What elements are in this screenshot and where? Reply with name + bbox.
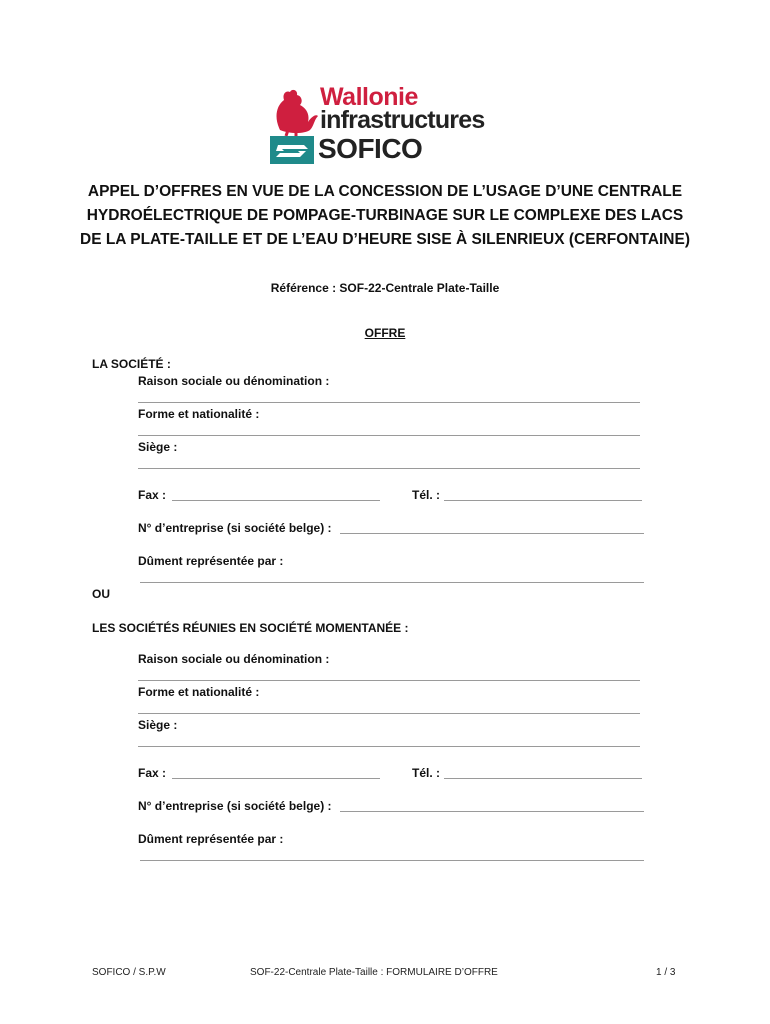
section1-represente-label: Dûment représentée par : <box>138 554 284 568</box>
offre-heading: OFFRE <box>364 326 406 340</box>
rooster-icon <box>270 86 322 136</box>
sofico-s-icon <box>270 136 314 164</box>
logo-wallonie: Wallonie <box>320 83 418 111</box>
section2-represente-label: Dûment représentée par : <box>138 832 284 846</box>
section2-represente-field[interactable] <box>140 860 644 861</box>
footer-left: SOFICO / S.P.W <box>92 967 166 978</box>
page-number: 1 / 3 <box>656 967 676 978</box>
title-line-3: DE LA PLATE-TAILLE ET DE L’EAU D’HEURE SISE À SILENRIEUX (CERFONTAINE) <box>80 231 690 248</box>
section1-forme-label: Forme et nationalité : <box>138 407 260 421</box>
section2-entreprise-label: N° d’entreprise (si société belge) : <box>138 799 332 813</box>
section2-raison-field[interactable] <box>138 680 640 681</box>
section1-represente-field[interactable] <box>140 582 644 583</box>
section2-tel-field[interactable] <box>444 778 642 779</box>
section1-forme-field[interactable] <box>138 435 640 436</box>
logo-infrastructures: infrastructures <box>320 106 485 134</box>
title-line-2: HYDROÉLECTRIQUE DE POMPAGE-TURBINAGE SUR LE COMPLEXE DES LACS <box>86 207 684 224</box>
section2-forme-label: Forme et nationalité : <box>138 685 260 699</box>
logo-sofico: SOFICO <box>318 133 423 164</box>
section2-fax-label: Fax : <box>138 766 167 780</box>
title-line-1: APPEL D’OFFRES EN VUE DE LA CONCESSION DE L’USAGE D’UNE CENTRALE <box>87 183 683 200</box>
section2-raison-label: Raison sociale ou dénomination : <box>138 652 330 666</box>
section1-tel-field[interactable] <box>444 500 642 501</box>
section2-heading: LES SOCIÉTÉS RÉUNIES EN SOCIÉTÉ MOMENTANÉE : <box>92 621 409 635</box>
section1-siege-label: Siège : <box>138 440 178 454</box>
section1-fax-field[interactable] <box>172 500 380 501</box>
section1-entreprise-field[interactable] <box>340 533 644 534</box>
section2-siege-field[interactable] <box>138 746 640 747</box>
section1-raison-label: Raison sociale ou dénomination : <box>138 374 330 388</box>
footer-center: SOF-22-Centrale Plate-Taille : FORMULAIRE D’OFFRE <box>250 967 498 978</box>
section2-tel-label: Tél. : <box>412 766 441 780</box>
section1-tel-label: Tél. : <box>412 488 441 502</box>
section1-raison-field[interactable] <box>138 402 640 403</box>
section1-entreprise-label: N° d’entreprise (si société belge) : <box>138 521 332 535</box>
section2-entreprise-field[interactable] <box>340 811 644 812</box>
reference: Référence : SOF-22-Centrale Plate-Taille <box>270 281 500 295</box>
ou-separator: OU <box>92 587 110 601</box>
section2-siege-label: Siège : <box>138 718 178 732</box>
section1-heading: LA SOCIÉTÉ : <box>92 357 171 371</box>
document-title <box>60 180 710 252</box>
section1-siege-field[interactable] <box>138 468 640 469</box>
section2-forme-field[interactable] <box>138 713 640 714</box>
section2-fax-field[interactable] <box>172 778 380 779</box>
section1-fax-label: Fax : <box>138 488 167 502</box>
